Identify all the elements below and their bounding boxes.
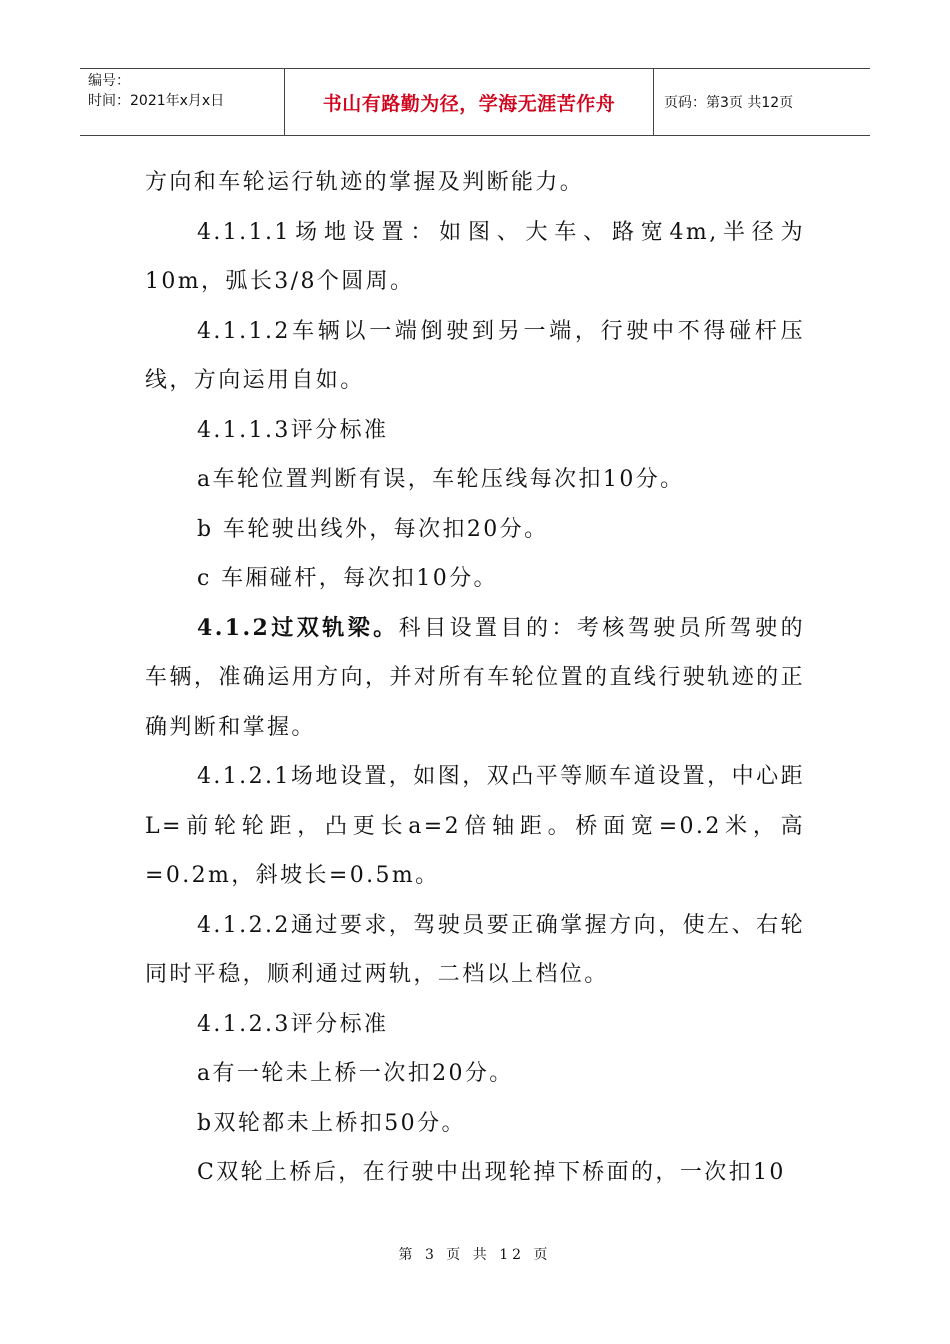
paragraph: b 车轮驶出线外，每次扣20分。 [197,516,549,542]
section-text: 科目设置目的：考核驾驶员所驾驶的车辆，准确运用方向，并对所有车轮位置的直线行驶轨迹的正确判断和掌握。 [145,615,806,740]
paragraph: 4.1.1.1场地设置：如图、大车、路宽4m,半径为10m，弧长3/8个圆周。 [145,219,805,294]
paragraph: 4.1.2.2通过要求，驾驶员要正确掌握方向，使左、右轮同时平稳，顺利通过两轨，二档以上档位。 [145,912,805,987]
paragraph: a有一轮未上桥一次扣20分。 [197,1061,514,1086]
paragraph: 4.1.2.3评分标准 [197,1011,389,1037]
number-label: 编号： [88,73,130,89]
time-label: 时间：2021年x月x日 [88,93,225,109]
paragraph: c 车厢碰杆，每次扣10分。 [197,566,498,591]
paragraph: 4.1.1.3评分标准 [197,417,389,443]
page-header [80,68,870,136]
header-meta [80,69,284,135]
paragraph: b双轮都未上桥扣50分。 [197,1110,466,1136]
paragraph: 4.1.1.2车辆以一端倒驶到另一端，行驶中不得碰杆压线，方向运用自如。 [145,318,805,393]
paragraph: C双轮上桥后，在行驶中出现轮掉下桥面的，一次扣10 [197,1160,786,1185]
paragraph: 4.1.2.1场地设置，如图，双凸平等顺车道设置，中心距L=前轮轮距，凸更长a=2倍轴距。桥面宽=0.2米，高=0.2m，斜坡长=0.5m。 [145,764,805,888]
paragraph: a车轮位置判断有误，车轮压线每次扣10分。 [197,467,685,492]
header-motto: 书山有路勤为径，学海无涯苦作舟 [284,69,654,135]
page-footer: 第 3 页 共 12 页 [398,1247,552,1263]
paragraph: 方向和车轮运行轨迹的掌握及判断能力。 [145,170,585,195]
section-heading: 4.1.2过双轨梁。 [197,614,399,641]
document-body [145,158,805,1198]
paragraph [145,604,805,753]
header-page-info: 页码：第3页 共12页 [664,95,794,111]
